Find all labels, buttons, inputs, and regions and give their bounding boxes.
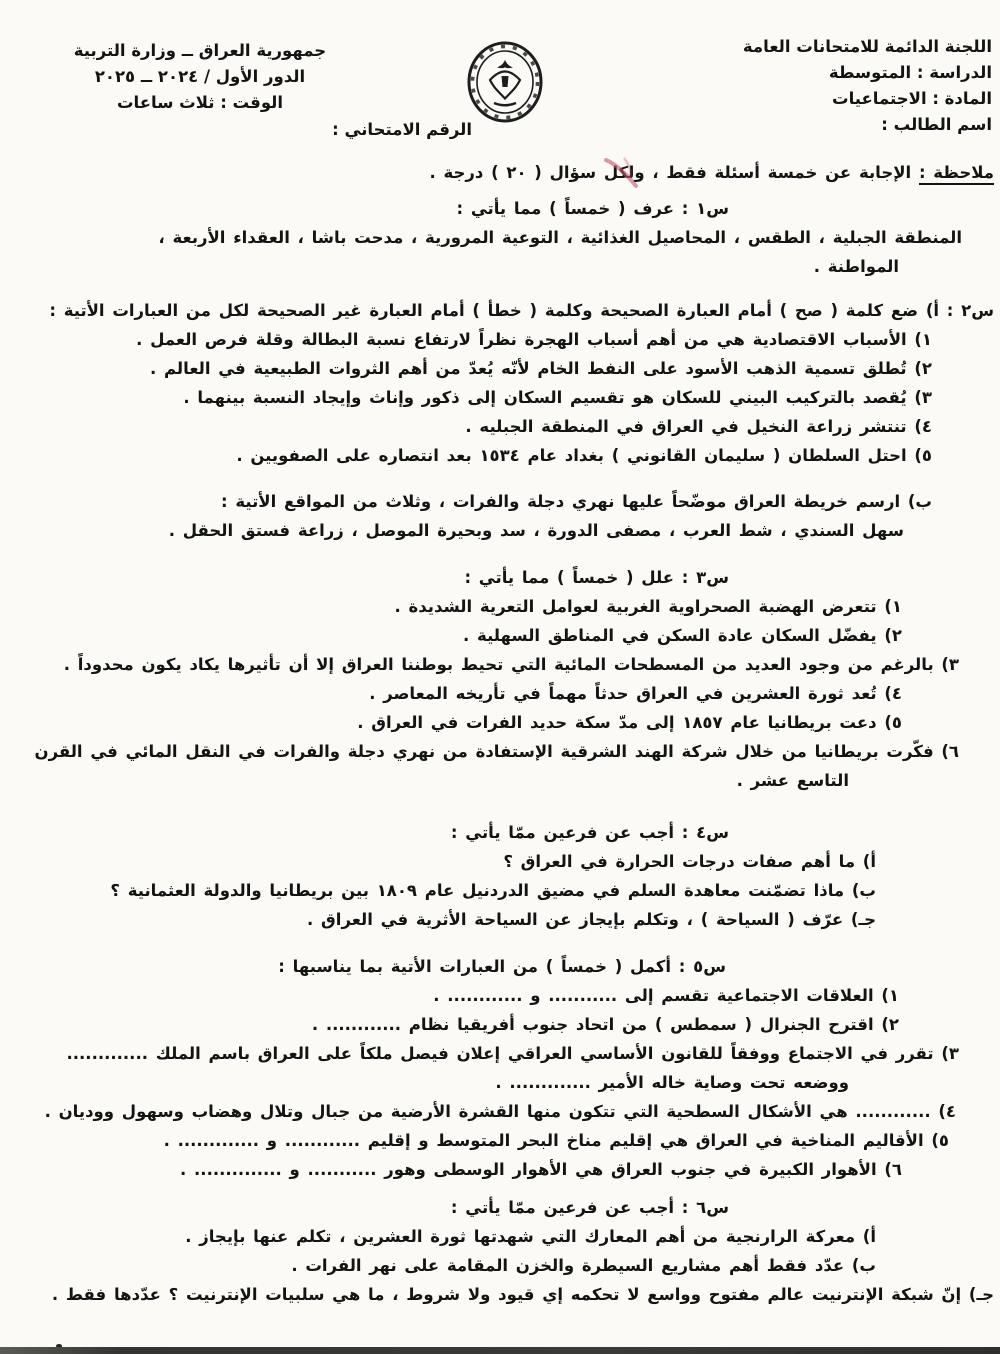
q5-item-continuation: ووضعه تحت وصاية خاله الأمير ............. .: [495, 1073, 849, 1092]
q2-part-b-sites: سهل السندي ، شط العرب ، مصفى الدورة ، سد وبحيرة الموصل ، زراعة فستق الحقل .: [168, 521, 904, 540]
note-line: [6, 158, 994, 187]
q3-item: ١) تتعرض الهضبة الصحراوية الغربية لعوامل التعرية الشديدة .: [394, 597, 902, 616]
student-name-line: اسم الطالب :: [881, 115, 992, 134]
q6-heading: س٦ : أجب عن فرعين ممّا يأتي :: [450, 1198, 729, 1217]
q2-heading: س٢ : أ) ضع كلمة ( صح ) أمام العبارة الصحيحة وكلمة ( خطأ ) أمام العبارة غير الصحيحة لكل من العبارات الأتية :: [49, 301, 994, 320]
q2-item: ٥) احتل السلطان ( سليمان القانوني ) بغداد عام ١٥٣٤ بعد انتصاره على الصفويين .: [236, 446, 932, 465]
scan-bottom-band: [0, 1347, 1000, 1354]
time-line: الوقت : ثلاث ساعات: [116, 93, 284, 112]
subject-line: المادة : الاجتماعيات: [831, 89, 992, 108]
exam-number-label: الرقم الامتحاني :: [332, 120, 472, 139]
q4-item: جـ) عرّف ( السياحة ) ، وتكلم بإيجاز عن السياحة الأثرية في العراق .: [307, 910, 876, 929]
q3-item-continuation: التاسع عشر .: [736, 771, 849, 790]
note-label: ملاحظة :: [919, 163, 994, 185]
study-level-line: الدراسة : المتوسطة: [828, 63, 992, 82]
q3-heading: س٣ : علل ( خمساً ) مما يأتي :: [464, 568, 729, 587]
q5-item: ١) العلاقات الاجتماعية تقسم إلى ........... و ............ .: [433, 986, 899, 1005]
q3-item: ٦) فكّرت بريطانيا من خلال شركة الهند الشرقية الإستفادة من نهري دجلة والفرات في النقل المائي في القرن: [34, 742, 959, 761]
q2-part-b: ب) ارسم خريطة العراق موضّحاً عليها نهري دجلة والفرات ، وثلاث من المواقع الأتية :: [221, 492, 932, 511]
q2-item: ٢) تُطلق تسمية الذهب الأسود على النفط الخام لأنّه يُعدّ من أهم الثروات الطبيعية في العالم .: [149, 359, 932, 378]
committee-block: [743, 34, 992, 138]
q3-item: ٣) بالرغم من وجود العديد من المسطحات المائية التي تحيط بوطننا العراق إلا أن تأثيرها يكاد يكون محدوداً .: [63, 655, 959, 674]
q5-heading: س٥ : أكمل ( خمساً ) من العبارات الأتية بما يناسبها :: [278, 957, 726, 976]
round-year-line: الدور الأول / ٢٠٢٤ ــ ٢٠٢٥: [94, 67, 306, 86]
q5-item: ٣) تقرر في الاجتماع ووفقاً للقانون الأساسي العراقي إعلان فيصل ملكاً على العراق باسم الملك .............: [66, 1044, 959, 1063]
ministry-block: [50, 38, 350, 116]
q1-terms-line: المنطقة الجبلية ، الطقس ، المحاصيل الغذائية ، التوعية المرورية ، مدحت باشا ، العقداء الأربعة ،: [158, 228, 962, 247]
q6-item: جـ) إنّ شبكة الإنترنيت عالم مفتوح وواسع لا تحكمه إي قيود ولا شروط ، ما هي سلبيات الإنترنيت ؟ عدّدها فقط .: [51, 1285, 994, 1304]
q2-item: ٣) يُقصد بالتركيب البيني للسكان هو تقسيم السكان إلى ذكور وإناث وإيجاد النسبة بينهما .: [183, 388, 932, 407]
exam-body: [0, 158, 1000, 1309]
q2-item: ١) الأسباب الاقتصادية هي من أهم أسباب الهجرة نظراً لارتفاع نسبة البطالة وقلة فرص العمل .: [136, 330, 932, 349]
q3-item: ٤) تُعد ثورة العشرين في العراق حدثاً مهماً في تأريخه المعاصر .: [369, 684, 902, 703]
q3-item: ٢) يفضّل السكان عادة السكن في المناطق السهلية .: [463, 626, 902, 645]
q5-item: ٢) اقترح الجنرال ( سمطس ) من اتحاد جنوب أفريقيا نظام ............ .: [311, 1015, 899, 1034]
exam-header: [0, 0, 1000, 150]
q5-item: ٤) ............ هي الأشكال السطحية التي تتكون منها القشرة الأرضية من جبال وتلال وهضاب وسهول ووديان .: [44, 1102, 956, 1121]
q2-item: ٤) تنتشر زراعة النخيل في العراق في المنطقة الجبليه .: [465, 417, 932, 436]
q5-item: ٦) الأهوار الكبيرة في جنوب العراق هي الأهوار الوسطى وهور ........... و .............. .: [180, 1160, 902, 1179]
committee-line: اللجنة الدائمة للامتحانات العامة: [742, 37, 992, 56]
q6-item: أ) معركة الرارنجية من أهم المعارك التي شهدتها ثورة العشرين ، تكلم عنها بإيجاز .: [185, 1227, 876, 1246]
q4-item: أ) ما أهم صفات درجات الحرارة في العراق ؟: [503, 852, 876, 871]
ministry-emblem-stamp-icon: [465, 40, 545, 124]
q6-item: ب) عدّد فقط أهم مشاريع السيطرة والخزن المقامة على نهر الفرات .: [291, 1256, 876, 1275]
q4-item: ب) ماذا تضمّنت معاهدة السلم في مضيق الدردنيل عام ١٨٠٩ بين بريطانيا والدولة العثمانية ؟: [110, 881, 876, 900]
republic-line: جمهورية العراق ــ وزارة التربية: [73, 41, 327, 60]
q4-heading: س٤ : أجب عن فرعين ممّا يأتي :: [450, 823, 729, 842]
q1-heading: س١ : عرف ( خمساً ) مما يأتي :: [456, 199, 729, 218]
q1-terms-line-2: المواطنة .: [813, 257, 899, 276]
q5-item: ٥) الأقاليم المناخية في العراق هي إقليم مناخ البحر المتوسط و إقليم ............ و ............. .: [163, 1131, 949, 1150]
note-text: الإجابة عن خمسة أسئلة فقط ، ولكل سؤال ( ٢٠ ) درجة .: [429, 163, 919, 182]
q3-item: ٥) دعت بريطانيا عام ١٨٥٧ إلى مدّ سكة حديد الفرات في العراق .: [357, 713, 902, 732]
